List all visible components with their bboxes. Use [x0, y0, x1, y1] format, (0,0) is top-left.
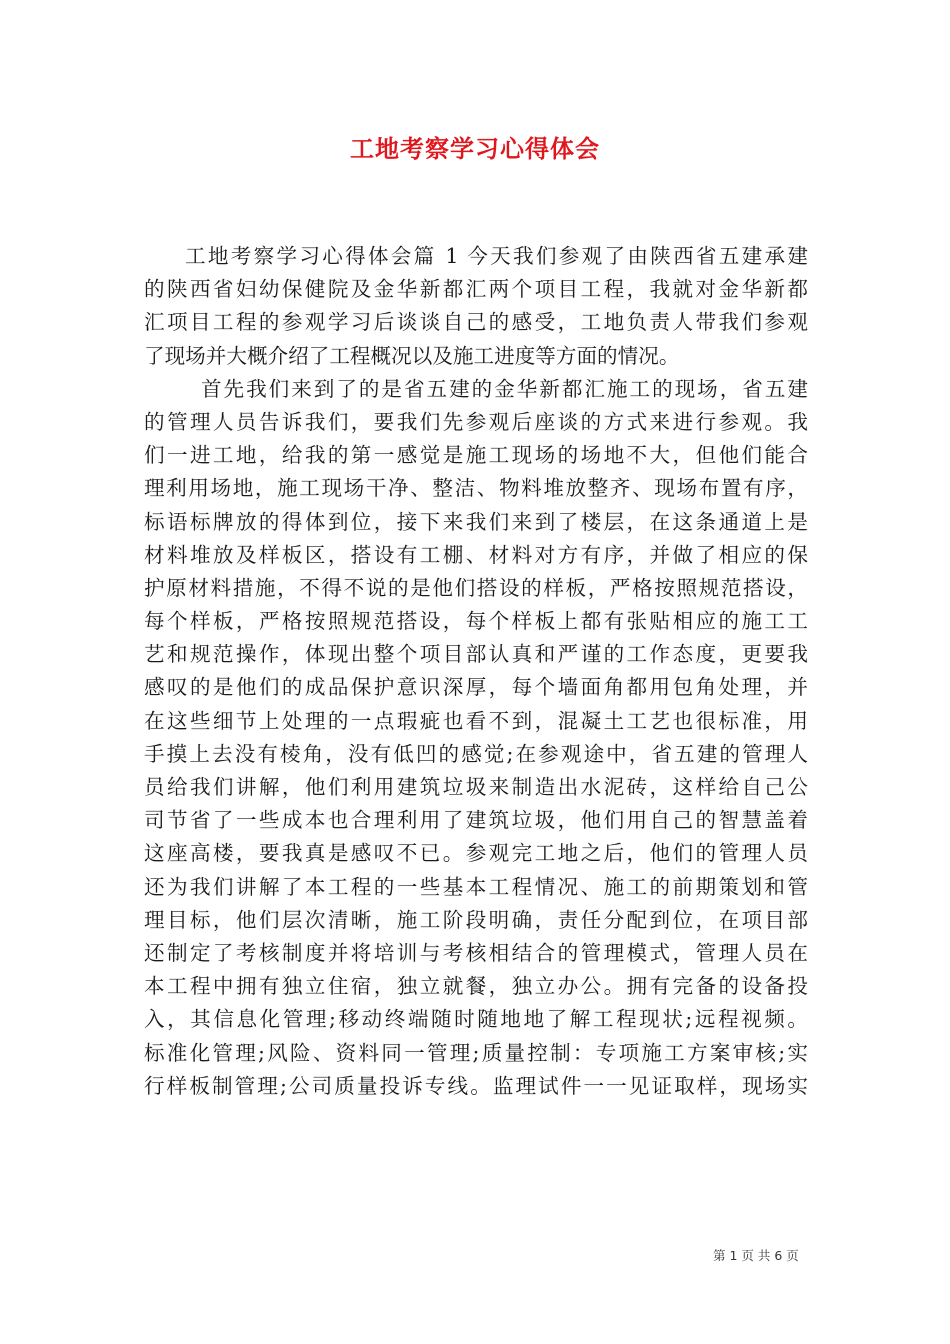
text-line: 手摸上去没有棱角，没有低凹的感觉;在参观途中，省五建的管理人 — [144, 741, 808, 766]
text-line: 了现场并大概介绍了工程概况以及施工进度等方面的情况。 — [144, 343, 680, 368]
text-line: 标语标牌放的得体到位，接下来我们来到了楼层，在这条通道上是 — [144, 509, 808, 534]
text-line: 还制定了考核制度并将培训与考核相结合的管理模式，管理人员在 — [144, 940, 808, 965]
text-line: 这座高楼，要我真是感叹不已。参观完工地之后，他们的管理人员 — [144, 841, 808, 866]
text-line: 艺和规范操作，体现出整个项目部认真和严谨的工作态度，更要我 — [144, 642, 808, 667]
document-body — [144, 240, 808, 1103]
text-line: 在这些细节上处理的一点瑕疵也看不到，混凝土工艺也很标准，用 — [144, 708, 808, 733]
text-line: 护原材料措施，不得不说的是他们搭设的样板，严格按照规范搭设， — [144, 575, 808, 600]
text-line: 首先我们来到了的是省五建的金华新都汇施工的现场，省五建 — [201, 376, 808, 401]
text-line: 的陕西省妇幼保健院及金华新都汇两个项目工程，我就对金华新都 — [144, 277, 808, 302]
text-line: 们一进工地，给我的第一感觉是施工现场的场地不大，但他们能合 — [144, 443, 808, 468]
text-line: 司节省了一些成本也合理利用了建筑垃圾，他们用自己的智慧盖着 — [144, 808, 808, 833]
text-line: 工地考察学习心得体会篇 1 今天我们参观了由陕西省五建承建 — [185, 244, 808, 268]
document-title: 工地考察学习心得体会 — [350, 134, 600, 163]
text-line: 标准化管理;风险、资料同一管理;质量控制：专项施工方案审核;实 — [144, 1040, 808, 1065]
paragraph-1 — [144, 240, 808, 373]
text-line: 的管理人员告诉我们，要我们先参观后座谈的方式来进行参观。我 — [144, 409, 808, 434]
text-line: 理利用场地，施工现场干净、整洁、物料堆放整齐、现场布置有序， — [144, 476, 808, 501]
text-line: 行样板制管理;公司质量投诉专线。监理试件一一见证取样，现场实 — [144, 1073, 808, 1098]
paragraph-2 — [144, 373, 808, 1103]
page-number-indicator: 第 1 页 共 6 页 — [713, 1248, 799, 1263]
text-line: 材料堆放及样板区，搭设有工棚、材料对方有序，并做了相应的保 — [144, 542, 808, 567]
text-line: 感叹的是他们的成品保护意识深厚，每个墙面角都用包角处理，并 — [144, 675, 808, 700]
text-line: 还为我们讲解了本工程的一些基本工程情况、施工的前期策划和管 — [144, 874, 808, 899]
text-line: 理目标，他们层次清晰，施工阶段明确，责任分配到位，在项目部 — [144, 907, 808, 932]
text-line: 员给我们讲解，他们利用建筑垃圾来制造出水泥砖，这样给自己公 — [144, 775, 808, 799]
text-line: 本工程中拥有独立住宿，独立就餐，独立办公。拥有完备的设备投 — [144, 974, 808, 999]
text-line: 每个样板，严格按照规范搭设，每个样板上都有张贴相应的施工工 — [144, 609, 808, 634]
text-line: 入，其信息化管理;移动终端随时随地地了解工程现状;远程视频。 — [144, 1007, 808, 1032]
text-line: 汇项目工程的参观学习后谈谈自己的感受，工地负责人带我们参观 — [144, 310, 808, 335]
